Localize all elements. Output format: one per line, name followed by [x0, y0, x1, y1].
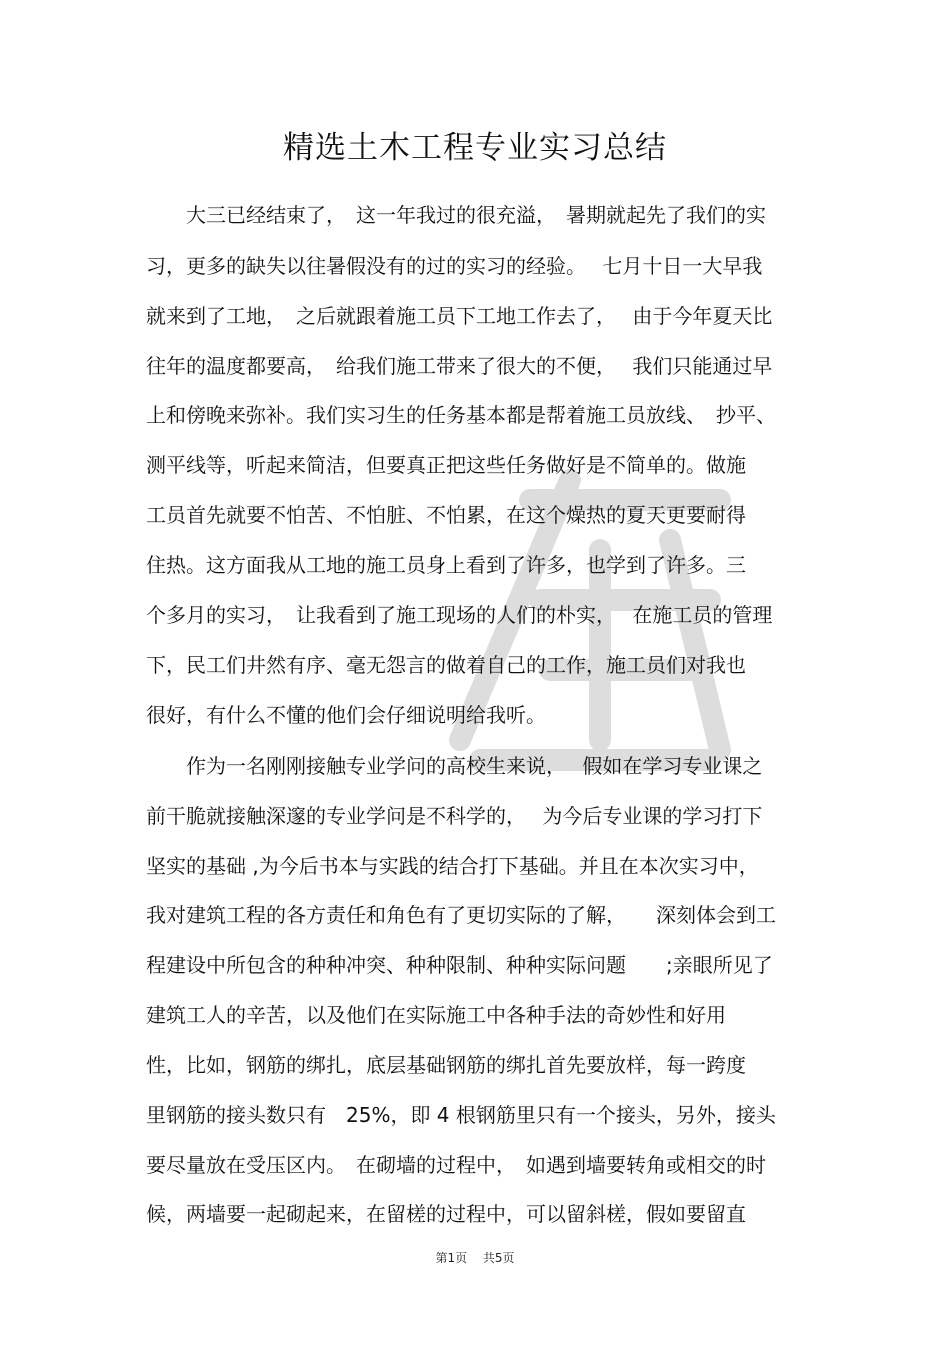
body-line: 上和傍晚来弥补。我们实习生的任务基本都是帮着施工员放线、 抄平、	[146, 403, 776, 427]
body-line: 前干脆就接触深邃的专业学问是不科学的， 为今后专业课的学习打下	[146, 804, 763, 828]
body-line: 下，民工们井然有序、毫无怨言的做着自己的工作，施工员们对我也	[146, 653, 746, 677]
body-line: 工员首先就要不怕苦、不怕脏、不怕累，在这个燥热的夏天更要耐得	[146, 503, 746, 527]
body-line: 里钢筋的接头数只有 25%，即 4 根钢筋里只有一个接头，另外，接头	[146, 1103, 776, 1127]
body-line: 作为一名刚刚接触专业学问的高校生来说， 假如在学习专业课之	[146, 754, 763, 778]
body-line: 习，更多的缺失以往暑假没有的过的实习的经验。 七月十日一大早我	[146, 254, 763, 278]
body-line: 住热。这方面我从工地的施工员身上看到了许多，也学到了许多。三	[146, 553, 746, 577]
body-line: 候，两墙要一起砌起来，在留槎的过程中，可以留斜槎，假如要留直	[146, 1202, 746, 1226]
body-line: 程建设中所包含的种种冲突、种种限制、种种实际问题 ;亲眼所见了	[146, 953, 773, 977]
body-line: 往年的温度都要高， 给我们施工带来了很大的不便， 我们只能通过早	[146, 354, 773, 378]
document-title: 精选土木工程专业实习总结	[283, 130, 667, 166]
body-line: 个多月的实习， 让我看到了施工现场的人们的朴实， 在施工员的管理	[146, 603, 773, 627]
body-line: 坚实的基础 ,为今后书本与实践的结合打下基础。并且在本次实习中，	[146, 854, 759, 878]
body-line: 建筑工人的辛苦，以及他们在实际施工中各种手法的奇妙性和好用	[146, 1003, 726, 1027]
body-line: 性，比如，钢筋的绑扎，底层基础钢筋的绑扎首先要放样，每一跨度	[146, 1053, 746, 1077]
page-number-footer: 第1页 共5页	[435, 1251, 515, 1265]
body-line: 很好，有什么不懂的他们会仔细说明给我听。	[146, 703, 546, 727]
body-line: 要尽量放在受压区内。 在砌墙的过程中， 如遇到墙要转角或相交的时	[146, 1153, 766, 1177]
body-line: 就来到了工地， 之后就跟着施工员下工地工作去了， 由于今年夏天比	[146, 304, 773, 328]
body-line: 我对建筑工程的各方责任和角色有了更切实际的了解， 深刻体会到工	[146, 903, 776, 927]
body-line: 测平线等，听起来简洁，但要真正把这些任务做好是不简单的。做施	[146, 453, 746, 477]
body-line: 大三已经结束了， 这一年我过的很充溢， 暑期就起先了我们的实	[146, 203, 766, 227]
